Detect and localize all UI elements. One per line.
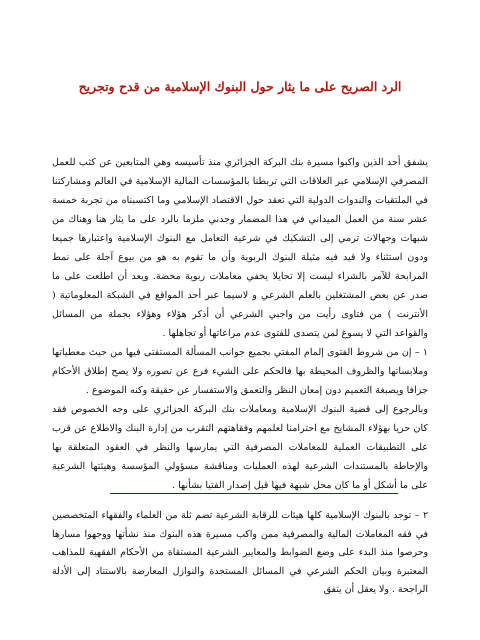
paragraph-intro: يشفق أحد الذين واكبوا مسيرة بنك البركة الجزائري منذ تأسيسه وهي المتابعين عن كثب للعمل المصرفي الإسلامي عبر العلاقات التي تربطنا بالمؤسسات المالية الإسلامية في العالم ومشاركتنا في الملتقيات والندوات الدولية التي تعقد حول الاقتصاد الإسلامي وما اكتسبناه من تجربة خمسة عشر سنة من العمل الميداني في هذا المضمار وجدني ملزما بالرد على ما يثار هنا وهناك من شبهات وجهالات ترمي إلى التشكيك في شرعية التعامل مع البنوك الإسلامية واعتبارها جميعا ودون استثناء ولا قيد فيه مثيلة البنوك الربوية وأن ما تقوم به هو من بيوع آجلة على نمط المرابحة للآمر بالشراء ليست إلا تحايلا يخفي معاملات ربوية محضة. ويعد أن اطلعت على ما صدر عن بعض المشتغلين بالعلم الشرعي و لاسيما عبر أحد المواقع في الشبكة المعلوماتية ( الأنترنت ) من فتاوى رأيت من واجبي الشرعي أن أذكر هؤلاء وهؤلاء بجملة من المسائل والقواعد التي لا يسوغ لمن يتصدى للفتوى عدم مراعاتها أو تجاهلها . bbox=[52, 157, 428, 339]
main-body bbox=[52, 153, 428, 495]
paragraph-point-one: ١ – إن من شروط الفتوى إلمام المفتي بجميع جوانب المسألة المستفتى فيها من حيث معطياتها وملابساتها والظروف المحيطة بها فالحكم على الشيء فرع عن تصوره ولا يصح إطلاق الأحكام جزافا ويصبغة التعميم دون إمعان النظر والتعمق والاستفسار عن حقيقة وكنه الموضوع . bbox=[52, 347, 428, 396]
section-separator-line bbox=[110, 493, 398, 494]
document-title: الرد الصريح على ما يثار حول البنوك الإسلامية من قدح وتجريح bbox=[78, 79, 402, 94]
paragraph-banks-return: وبالرجوع إلى قضية البنوك الإسلامية ومعاملات بنك البركة الجزائري على وجه الخصوص فقد كان حريا بهؤلاء المشايخ مع احترامنا لعلمهم وفقاهتهم التقرب من إدارة البنك والاطلاع عن قرب على التطبيقات العملية للمعاملات المصرفية التي يمارسها والنظر في العقود المتعلقة بها والإحاطة بالمستندات الشرعية لهذه العمليات ومناقشة مسؤولي المؤسسة وهيئتها الشرعية على ما أشكل أو ما كان محل شبهة فيها قبل إصدار الفتيا بشأنها . bbox=[52, 404, 428, 491]
paragraph-point-two: ٢ – توجد بالبنوك الإسلامية كلها هيئات للرقابة الشرعية تضم ثلة من العلماء والفقهاء المتخصصين في فقه المعاملات المالية والمصرفية ممن واكب مسيرة هذه البنوك منذ نشأتها ووجهوا مسارها وحرصوا منذ البدء على وضع الضوابط والمعايير الشرعية المستقاة من الأحكام الفقهية للمذاهب المعتبرة وبيان الحكم الشرعي في المسائل المستجدة والنوازل المعارضة بالاستناد إلى الأدلة الراجحة . ولا يعقل أن يتفق bbox=[52, 510, 428, 595]
